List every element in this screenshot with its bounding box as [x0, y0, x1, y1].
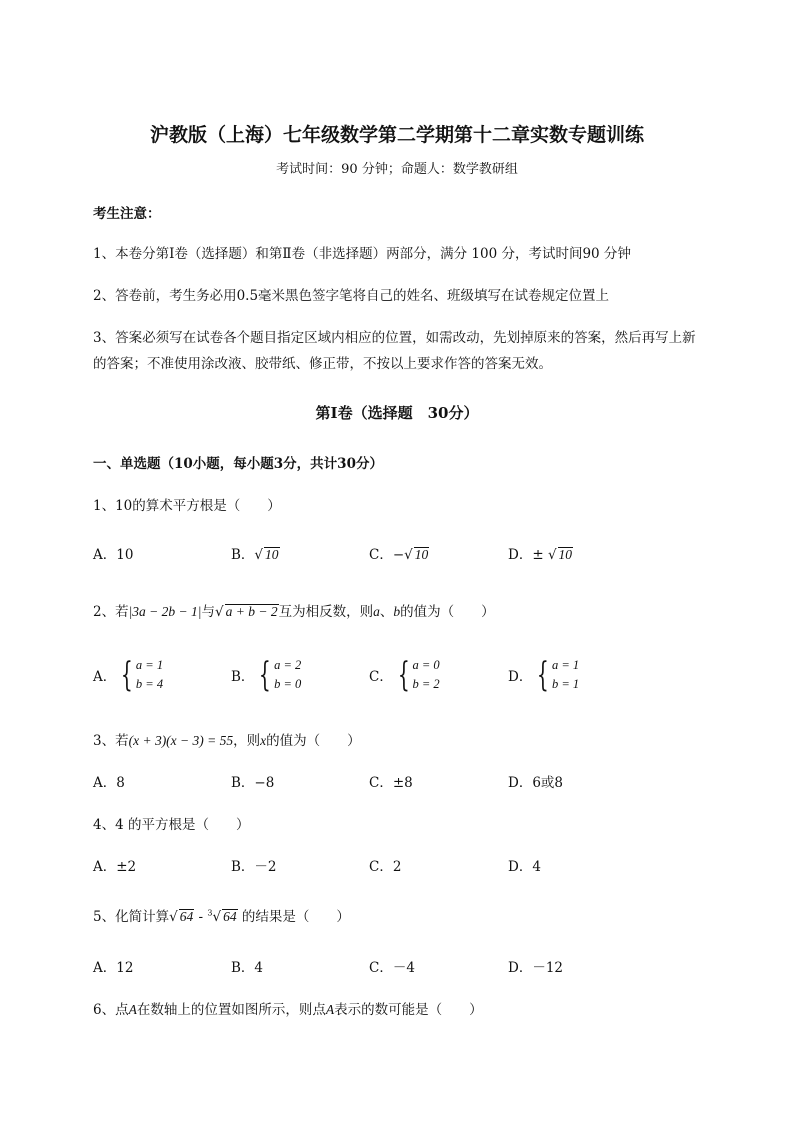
- radicand: 10: [558, 547, 573, 562]
- q3-option-d: D．6或8: [508, 775, 564, 791]
- sqrt-icon: √: [404, 547, 413, 563]
- q4-option-a: A．±2: [93, 859, 137, 875]
- part1-title: 第Ⅰ卷（选择题 30分）: [315, 404, 479, 422]
- brace-icon: {: [259, 655, 272, 695]
- q3-option-c: C．±8: [369, 775, 413, 791]
- sqrt-icon: √: [212, 909, 222, 925]
- q3-option-a: A．8: [93, 775, 125, 791]
- notice-item-3: 3、答案必须写在试卷各个题目指定区域内相应的位置，如需改动，先划掉原来的答案，然后再写上新: [93, 330, 696, 346]
- brace-icon: {: [537, 655, 550, 695]
- q5-option-c: C．－4: [369, 960, 415, 976]
- q1-option-c: C．−√ 10: [369, 547, 429, 563]
- q3-option-b: B．−8: [231, 775, 275, 791]
- radicand: 10: [265, 547, 279, 562]
- radicand: 64: [179, 909, 194, 924]
- question-2: 2、若|3a − 2b − 1|与√ a + b − 2互为相反数，则a、b的值为（ ）: [93, 604, 495, 620]
- question-1: 1、10的算术平方根是（ ）: [93, 498, 281, 514]
- cube-root-index: 3: [207, 908, 213, 918]
- question-4: 4、4 的平方根是（ ）: [93, 817, 250, 833]
- exam-info: 考试时间：90 分钟；命题人：数学教研组: [276, 162, 518, 177]
- option-label: B．: [231, 547, 255, 563]
- notice-item-2: 2、答卷前，考生务必用0.5毫米黑色签字笔将自己的姓名、班级填写在试卷规定位置上: [93, 288, 610, 304]
- q5-option-a: A．12: [93, 960, 134, 976]
- question-6: 6、点A在数轴上的位置如图所示，则点A表示的数可能是（ ）: [93, 1002, 483, 1018]
- option-label: A．: [93, 669, 117, 685]
- question-3: 3、若(x + 3)(x − 3) = 55，则x的值为（ ）: [93, 733, 361, 749]
- equation: (x + 3)(x − 3) = 55: [128, 733, 234, 748]
- q2-option-c: C． { a = 0 b = 2: [369, 655, 440, 695]
- page-title: 沪教版（上海）七年级数学第二学期第十二章实数专题训练: [149, 124, 644, 146]
- option-label: B．: [231, 669, 255, 685]
- option-label: D．: [508, 669, 533, 685]
- notice-item-1: 1、本卷分第Ⅰ卷（选择题）和第Ⅱ卷（非选择题）两部分，满分 100 分，考试时间90 分钟: [93, 246, 631, 262]
- q5-option-d: D．－12: [508, 960, 564, 976]
- q2-option-b: B． { a = 2 b = 0: [231, 655, 302, 695]
- option-label: A．: [93, 547, 117, 563]
- brace-icon: {: [397, 655, 410, 695]
- option-label: C．: [369, 547, 393, 563]
- option-value: 10: [116, 547, 134, 563]
- q5-option-b: B．4: [231, 960, 264, 976]
- radicand: 64: [223, 909, 237, 924]
- q1-option-d: D．± √ 10: [508, 547, 573, 563]
- q4-option-b: B．－2: [231, 859, 277, 875]
- sqrt-icon: √: [169, 909, 178, 925]
- sqrt-icon: √: [547, 547, 557, 563]
- q2-option-d: D． { a = 1 b = 1: [508, 655, 580, 695]
- q1-option-a: [93, 543, 133, 563]
- section-heading: 一、单选题（10小题，每小题3分，共计30分）: [93, 456, 383, 472]
- radicand: a + b − 2: [225, 604, 278, 619]
- question-5: 5、化简计算√ 64 - $^3$√ 64 的结果是（ ）: [93, 908, 350, 925]
- abs-expression: |3a − 2b − 1|: [128, 604, 202, 619]
- option-label: C．: [369, 669, 393, 685]
- brace-icon: {: [121, 655, 134, 695]
- q4-option-d: D．4: [508, 859, 541, 875]
- radicand: 10: [414, 547, 429, 562]
- q2-option-a: A． { a = 1 b = 4: [93, 655, 164, 695]
- option-label: D．: [508, 547, 533, 563]
- notice-item-3-cont: 的答案；不准使用涂改液、胶带纸、修正带，不按以上要求作答的答案无效。: [93, 356, 552, 372]
- q4-option-c: C．2: [369, 859, 402, 875]
- q1-option-b: [231, 543, 280, 563]
- sqrt-icon: √: [254, 547, 264, 563]
- notice-heading: 考生注意：: [93, 206, 161, 222]
- sqrt-icon: √: [215, 604, 224, 620]
